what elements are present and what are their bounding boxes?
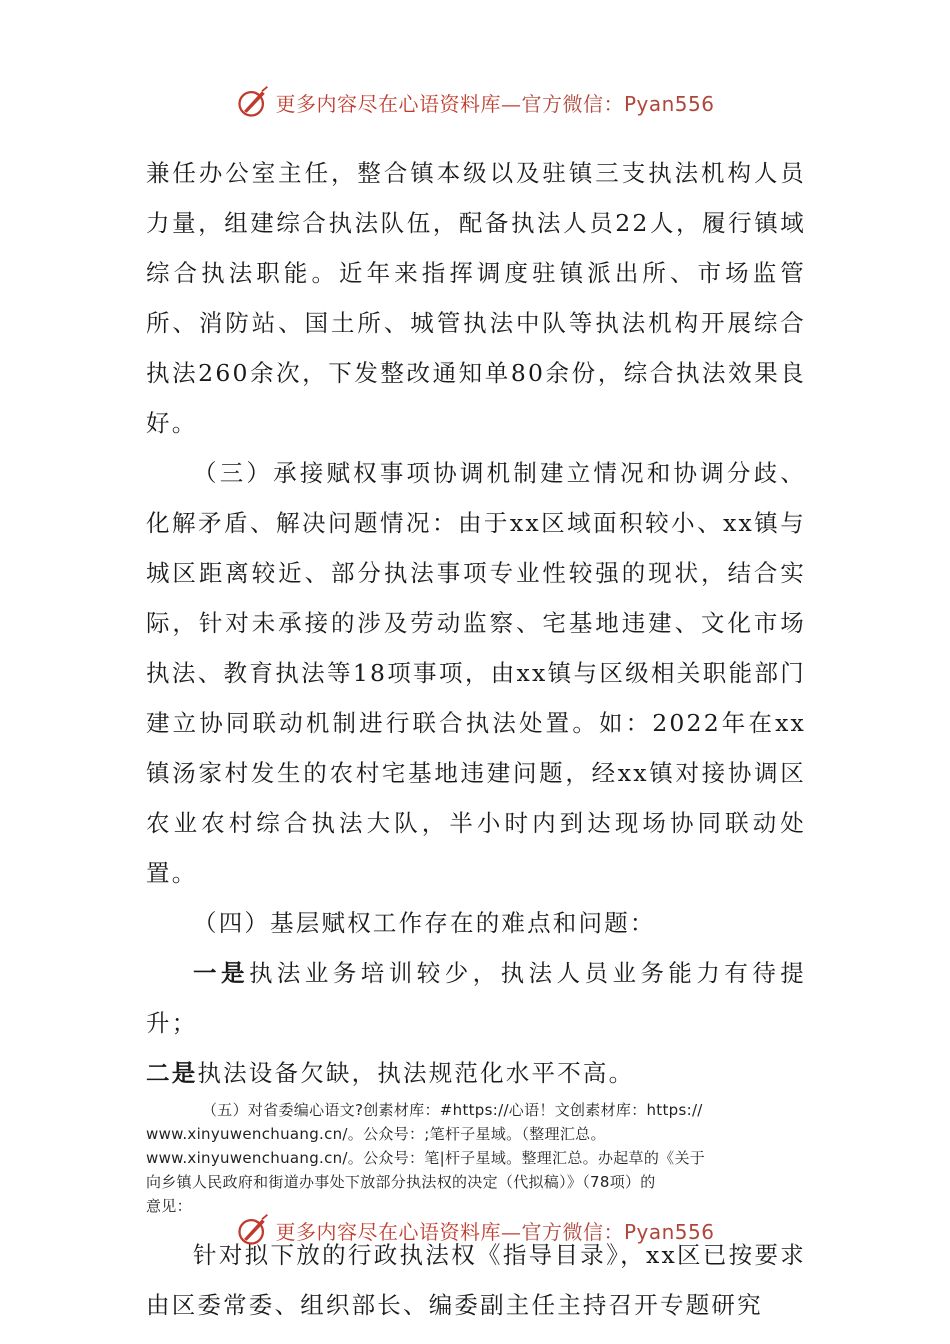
paragraph-issue-1 <box>146 948 806 1048</box>
header-banner <box>0 82 950 122</box>
quill-seal-icon <box>235 1212 271 1248</box>
banner-text: 更多内容尽在心语资料库—官方微信：Pyan556 <box>275 91 715 116</box>
note-line: 意见： <box>146 1197 192 1215</box>
note-line: www.xinyuwenchuang.cn/。公众号：笔|杆子星域。整理汇总。办起草的《关于 <box>146 1149 706 1167</box>
note-line: 向乡镇人民政府和街道办事处下放部分执法权的决定（代拟稿）》（78项）的 <box>146 1173 656 1191</box>
issue-text: 执法业务培训较少，执法人员业务能力有待提升； <box>146 959 806 1037</box>
footer-banner <box>0 1210 950 1250</box>
banner-text: 更多内容尽在心语资料库—官方微信：Pyan556 <box>275 1219 715 1244</box>
issue-text: 执法设备欠缺，执法规范化水平不高。 <box>197 1059 635 1087</box>
note-line: （五）对省委编心语文?创素材库：#https://心语！文创素材库：https:// <box>202 1101 703 1119</box>
quill-seal-icon <box>235 84 271 120</box>
paragraph-4-heading: （四）基层赋权工作存在的难点和问题： <box>193 909 656 937</box>
paragraph-3-coordination: （三）承接赋权事项协调机制建立情况和协调分歧、化解矛盾、解决问题情况：由于xx区域面积较小、xx镇与城区距离较近、部分执法事项专业性较强的现状，结合实际，针对未承接的涉及劳动监察、宅基地违建、文化市场执法、教育执法等18项事项，由xx镇与区级相关职能部门建立协同联动机制进行联合执法处置。如：2022年在xx镇汤家村发生的农村宅基地违建问题，经xx镇对接协调区农业农村综合执法大队，半小时内到达现场协同联动处置。 <box>146 459 806 887</box>
small-print-note <box>146 1098 806 1218</box>
lead-marker: 二是 <box>146 1059 198 1087</box>
paragraph-issue-2 <box>146 1048 806 1098</box>
paragraph-directory: 针对拟下放的行政执法权《指导目录》，xx区已按要求由区委常委、组织部长、编委副主任主持召开专题研究 <box>146 1241 806 1319</box>
document-body <box>146 148 806 1330</box>
paragraph-1: 兼任办公室主任，整合镇本级以及驻镇三支执法机构人员力量，组建综合执法队伍，配备执法人员22人，履行镇域综合执法职能。近年来指挥调度驻镇派出所、市场监管所、消防站、国土所、城管执法中队等执法机构开展综合执法260余次，下发整改通知单80余份，综合执法效果良好。 <box>146 159 806 437</box>
note-line: www.xinyuwenchuang.cn/。公众号：;笔杆子星域。（整理汇总。 <box>146 1125 606 1143</box>
lead-marker: 一是 <box>193 959 249 987</box>
